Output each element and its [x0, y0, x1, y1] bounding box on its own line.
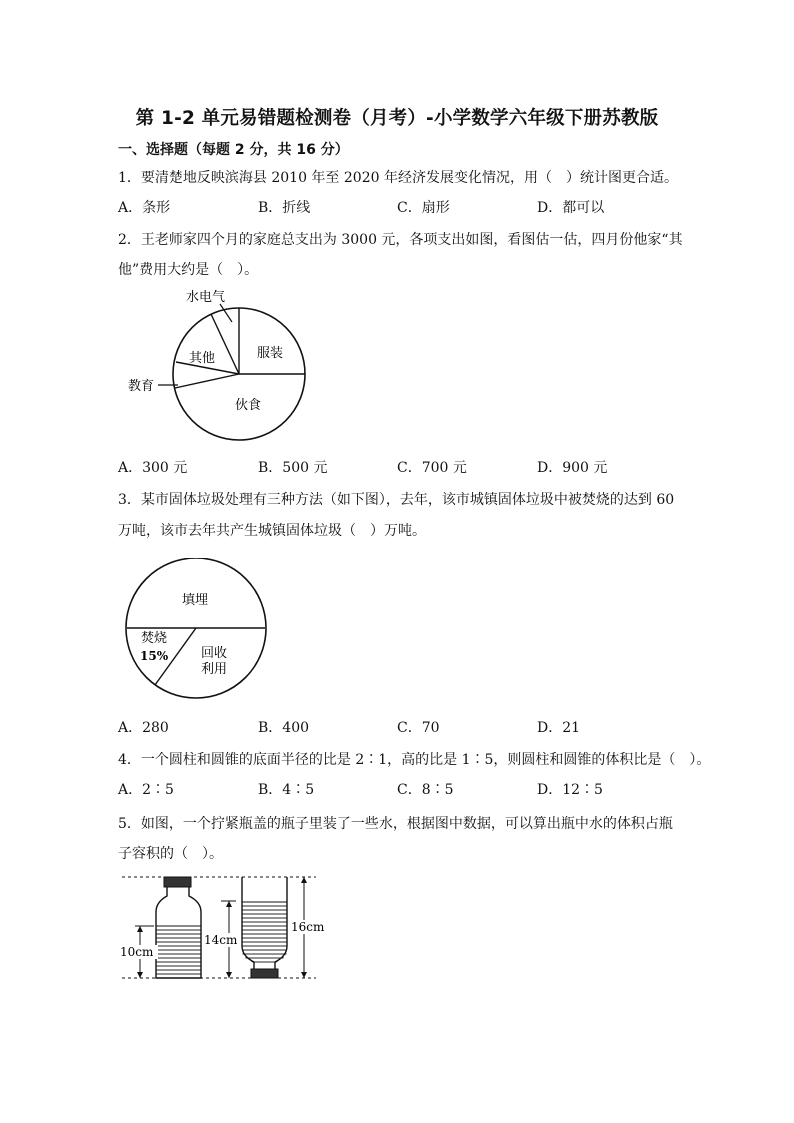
utilities-leader-line [220, 304, 232, 322]
q4-option-b[interactable]: B．4∶5 [258, 782, 315, 798]
q1-option-b[interactable]: B．折线 [258, 200, 311, 216]
arrow-up-icon [226, 901, 232, 907]
pie-label-landfill: 填埋 [182, 593, 209, 608]
q2-option-d[interactable]: D．900 元 [537, 460, 608, 476]
question-4-text: 4．一个圆柱和圆锥的底面半径的比是 2∶1，高的比是 1∶5，则圆柱和圆锥的体积比是（ ）。 [118, 752, 711, 768]
pie-divider-other-utilities [211, 314, 239, 374]
upright-bottle [156, 877, 201, 978]
expense-pie-chart [120, 282, 320, 452]
page-title: 第 1-2 单元易错题检测卷（月考）-小学数学六年级下册苏教版 [135, 108, 659, 129]
water-fill [242, 902, 287, 952]
question-2-text-line2: 他”费用大约是（ ）。 [118, 262, 259, 278]
question-1-text: 1．要清楚地反映滨海县 2010 年至 2020 年经济发展变化情况，用（ ）统计图更合适。 [118, 170, 678, 186]
q3-option-c[interactable]: C．70 [397, 720, 440, 736]
question-5-text-line2: 子容积的（ ）。 [118, 846, 223, 862]
q4-option-c[interactable]: C．8∶5 [397, 782, 454, 798]
arrow-up-icon [137, 926, 143, 932]
waste-pie-chart [120, 558, 280, 703]
arrow-down-icon [301, 972, 307, 978]
section-heading: 一、选择题（每题 2 分，共 16 分） [118, 142, 349, 158]
pie-label-incineration: 焚烧 [141, 631, 168, 646]
water-fill [156, 926, 201, 978]
label-14cm: 14cm [204, 933, 238, 947]
water-neck-fill [242, 952, 287, 963]
question-2-text-line1: 2．王老师家四个月的家庭总支出为 3000 元，各项支出如图，看图估一估，四月份他家“其 [118, 232, 683, 248]
q1-option-a[interactable]: A．条形 [118, 200, 171, 216]
q4-option-d[interactable]: D．12∶5 [537, 782, 603, 798]
q4-option-a[interactable]: A．2∶5 [118, 782, 174, 798]
question-3-text-line2: 万吨，该市去年共产生城镇固体垃圾（ ）万吨。 [118, 523, 426, 539]
q2-option-b[interactable]: B．500 元 [258, 460, 328, 476]
inverted-bottle [242, 877, 287, 978]
arrow-up-icon [301, 877, 307, 883]
q1-option-c[interactable]: C．扇形 [397, 200, 450, 216]
pie-label-recycling-line2: 利用 [201, 662, 228, 677]
bottle-diagram [118, 868, 333, 986]
pie-label-recycling-line1: 回收 [201, 646, 228, 661]
q2-option-a[interactable]: A．300 元 [118, 460, 188, 476]
label-16cm: 16cm [291, 920, 325, 934]
question-3-text-line1: 3．某市固体垃圾处理有三种方法（如下图），去年，该市城镇固体垃圾中被焚烧的达到 60 [118, 492, 675, 508]
pie-label-clothing: 服装 [257, 346, 284, 361]
arrow-down-icon [137, 972, 143, 978]
pie-label-education: 教育 [128, 379, 155, 394]
bottle-cap [251, 969, 278, 978]
pie-label-food: 伙食 [235, 398, 262, 413]
q1-option-d[interactable]: D．都可以 [537, 200, 605, 216]
pie-label-utilities: 水电气 [186, 290, 226, 305]
question-5-text-line1: 5．如图，一个拧紧瓶盖的瓶子里装了一些水，根据图中数据，可以算出瓶中水的体积占瓶 [118, 816, 673, 832]
q3-option-d[interactable]: D．21 [537, 720, 581, 736]
label-10cm: 10cm [120, 945, 154, 959]
q3-option-b[interactable]: B．400 [258, 720, 310, 736]
pie-label-other: 其他 [189, 351, 216, 366]
bottle-cap [164, 877, 191, 887]
q3-option-a[interactable]: A．280 [118, 720, 169, 736]
pie-divider-food-education [175, 374, 239, 388]
pie-label-incineration-percent: 15% [140, 649, 169, 663]
q2-option-c[interactable]: C．700 元 [397, 460, 467, 476]
arrow-down-icon [226, 972, 232, 978]
